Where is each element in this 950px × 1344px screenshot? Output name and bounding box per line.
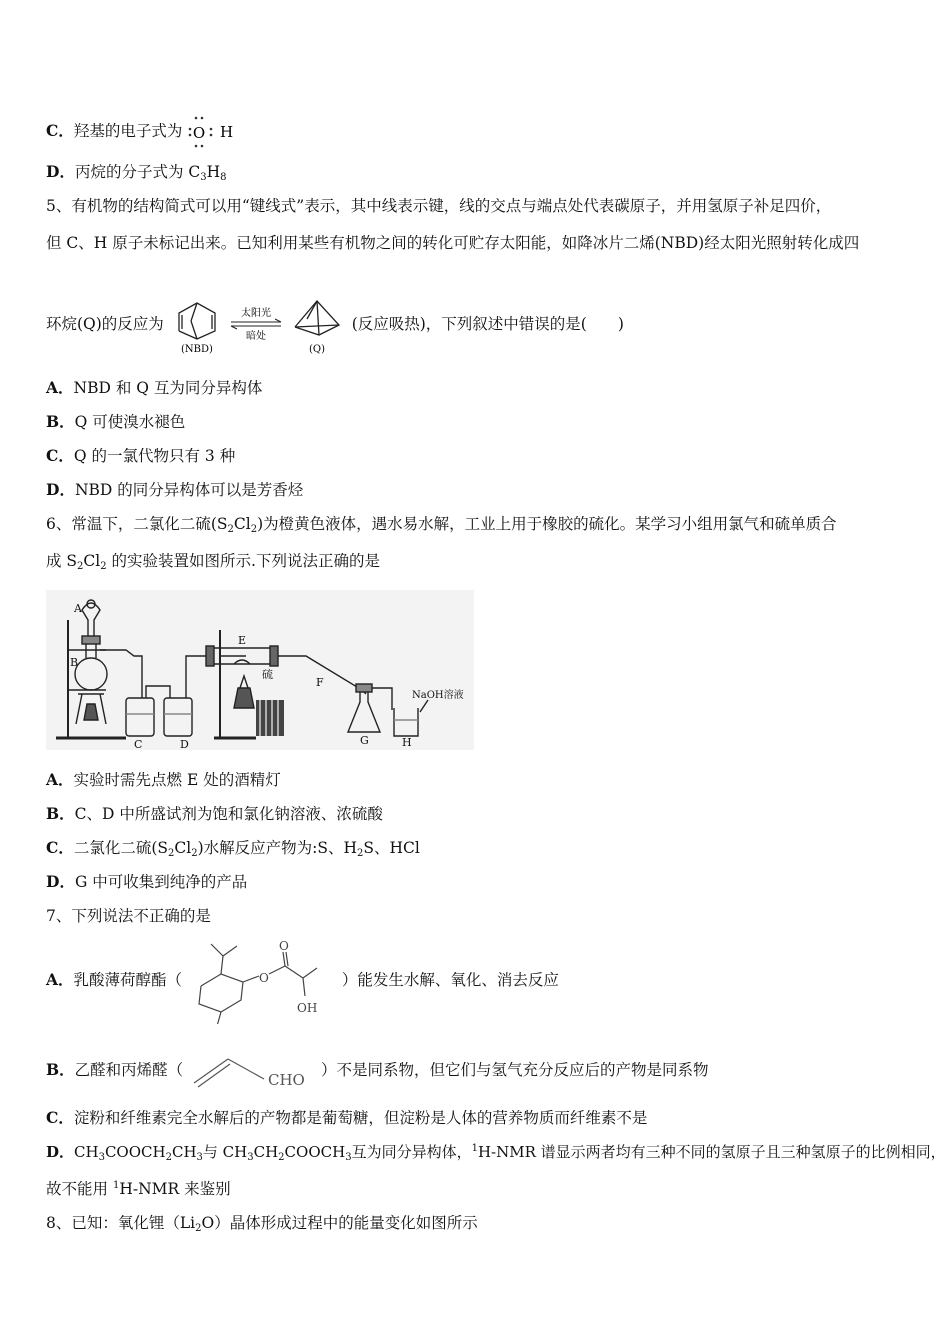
q7-stem: 7、下列说法不正确的是 [46,907,211,925]
q6-stem-line2 [46,551,380,571]
option-text: 丙烷的分子式为 C [74,163,201,181]
label-a: A [74,602,82,615]
q-structure [295,301,339,335]
nbd-structure [179,303,215,339]
option-text: H [206,163,221,181]
option-label: D． [46,162,75,181]
q7-option-d-line1 [46,1142,946,1162]
oxygen-symbol: O [193,124,206,142]
hydroxyl-label: OH [296,1001,318,1015]
label-e: E [238,634,247,647]
q5-option-b [46,412,185,432]
stem-text: (反应吸热)，下列叙述中错误的是( ) [351,315,624,333]
subscript: 2 [357,848,364,859]
stem-text: Cl [83,552,101,570]
option-label: D． [46,872,75,891]
option-text: H-NMR 谱显示两者均有三种不同的氢原子且三种氢原子的比例相同， [477,1143,946,1161]
q4-option-d [46,162,227,182]
reversible-arrow [231,319,281,329]
subscript: 2 [278,1152,285,1163]
nbd-to-q-reaction [169,295,347,355]
option-text: 羟基的电子式为 [73,122,183,140]
subscript: 2 [191,848,198,859]
option-label: C． [46,838,74,857]
q7-option-c [46,1108,647,1128]
option-text: 与 CH [202,1143,248,1161]
q5-stem-line2: 但 C、H 原子未标记出来。已知利用某些有机物之间的转化可贮存太阳能，如降冰片二烯(NBD)经太阳光照射转化成四 [46,234,860,252]
option-text: ）不是同系物，但它们与氢气充分反应后的产物是同系物 [321,1061,709,1079]
option-text: S、HCl [363,839,420,857]
formula-text: COOCH [284,1143,346,1161]
stem-text: 环烷(Q)的反应为 [46,315,164,333]
q6-option-c [46,838,420,858]
option-label: A． [46,970,74,989]
option-text: 乙醛和丙烯醛（ [74,1061,184,1079]
stem-text: 8、已知：氧化锂（Li [46,1214,196,1232]
q6-option-d [46,872,247,892]
subscript: 2 [100,561,107,572]
formula-text: CH [253,1143,279,1161]
option-text: )水解反应产物为:S、H [197,839,357,857]
label-c: C [134,738,143,750]
carbonyl-oxygen-label: O [278,939,289,953]
stem-text: Cl [233,515,251,533]
formula-text: COOCH [104,1143,166,1161]
q5-option-c [46,446,235,466]
option-label: B． [46,804,75,823]
subscript: 2 [77,561,84,572]
subscript: 3 [196,1152,203,1163]
option-label: C． [46,446,74,465]
q5-option-d [46,480,303,500]
stem-text: 成 S [46,552,78,570]
q7-option-a [46,936,559,1024]
stem-text: 6、常温下，二氯化二硫(S [46,515,228,533]
arrow-bottom-label: 暗处 [245,331,266,342]
option-text: NBD 和 Q 互为同分异构体 [73,379,263,397]
superscript: 1 [112,1180,120,1191]
q-label: (Q) [308,344,325,355]
menthyl-lactate-structure [187,938,337,1024]
label-f: F [316,676,324,689]
subscript: 3 [98,1152,105,1163]
label-b: B [70,656,79,669]
option-text: 二氯化二硫(S [73,839,169,857]
option-text: C、D 中所盛试剂为饱和氯化钠溶液、浓硫酸 [74,805,383,823]
label-sulfur: 硫 [262,668,273,681]
option-text: 互为同分异构体， [351,1143,472,1161]
q4-option-c [46,114,239,150]
stem-text: )为橙黄色液体，遇水易水解，工业上用于橡胶的硫化。某学习小组用氯气和硫单质合 [257,515,837,533]
option-label: C． [46,121,74,140]
nbd-label: (NBD) [180,344,213,355]
subscript: 3 [345,1152,352,1163]
stem-text: O）晶体形成过程中的能量变化如图所示 [201,1214,478,1232]
subscript: 2 [165,1152,172,1163]
subscript: 2 [250,524,258,535]
q7-option-d-line2 [46,1179,231,1199]
option-label: A． [46,770,74,789]
option-text: 故不能用 [46,1180,113,1198]
option-text: Q 的一氯代物只有 3 种 [73,447,236,465]
option-text: ）能发生水解、氧化、消去反应 [341,971,559,989]
q5-stem-line1: 5、有机物的结构简式可以用“键线式”表示，其中线表示键，线的交点与端点处代表碳原子，并用氢原子补足四价， [46,197,832,215]
option-label: A． [46,378,74,397]
stem-text: 的实验装置如图所示.下列说法正确的是 [106,552,380,570]
s2cl2-apparatus-figure [46,590,474,750]
formula-text: CH [171,1143,197,1161]
label-h: H [402,736,412,749]
superscript: 1 [471,1143,478,1154]
option-text: H-NMR 来鉴别 [119,1180,231,1198]
arrow-top-label: 太阳光 [240,308,271,319]
q6-stem-line1 [46,514,837,534]
option-text: 乳酸薄荷醇酯（ [73,971,183,989]
option-label: B． [46,1060,75,1079]
hydroxyl-electron-formula [187,114,239,150]
q5-option-a [46,378,262,398]
subscript: 2 [168,848,175,859]
option-text: Cl [174,839,192,857]
hydrogen-symbol: H [220,123,234,141]
subscript: 3 [247,1152,254,1163]
q6-option-b [46,804,383,824]
option-text: G 中可收集到纯净的产品 [74,873,248,891]
subscript: 3 [200,172,207,183]
label-naoh: NaOH溶液 [412,690,464,701]
q7-option-b [46,1044,709,1096]
q6-option-a [46,770,281,790]
cho-label: CHO [268,1071,305,1089]
label-d: D [180,738,189,750]
label-g: G [360,734,369,747]
option-text: 实验时需先点燃 E 处的酒精灯 [73,771,281,789]
option-text: 淀粉和纤维素完全水解后的产物都是葡萄糖，但淀粉是人体的营养物质而纤维素不是 [73,1109,648,1127]
option-label: B． [46,412,75,431]
option-label: D． [46,480,75,499]
option-label: C． [46,1108,74,1127]
ester-oxygen-label: O [258,971,269,985]
option-text: NBD 的同分异构体可以是芳香烃 [74,481,304,499]
option-text: Q 可使溴水褪色 [74,413,186,431]
acrolein-structure [188,1049,316,1093]
formula-text: CH [74,1143,99,1161]
subscript: 8 [220,172,227,183]
subscript: 2 [227,524,234,535]
subscript: 2 [195,1223,202,1234]
q8-stem [46,1213,478,1233]
option-label: D． [46,1143,75,1161]
q5-stem-line3 [46,294,624,354]
